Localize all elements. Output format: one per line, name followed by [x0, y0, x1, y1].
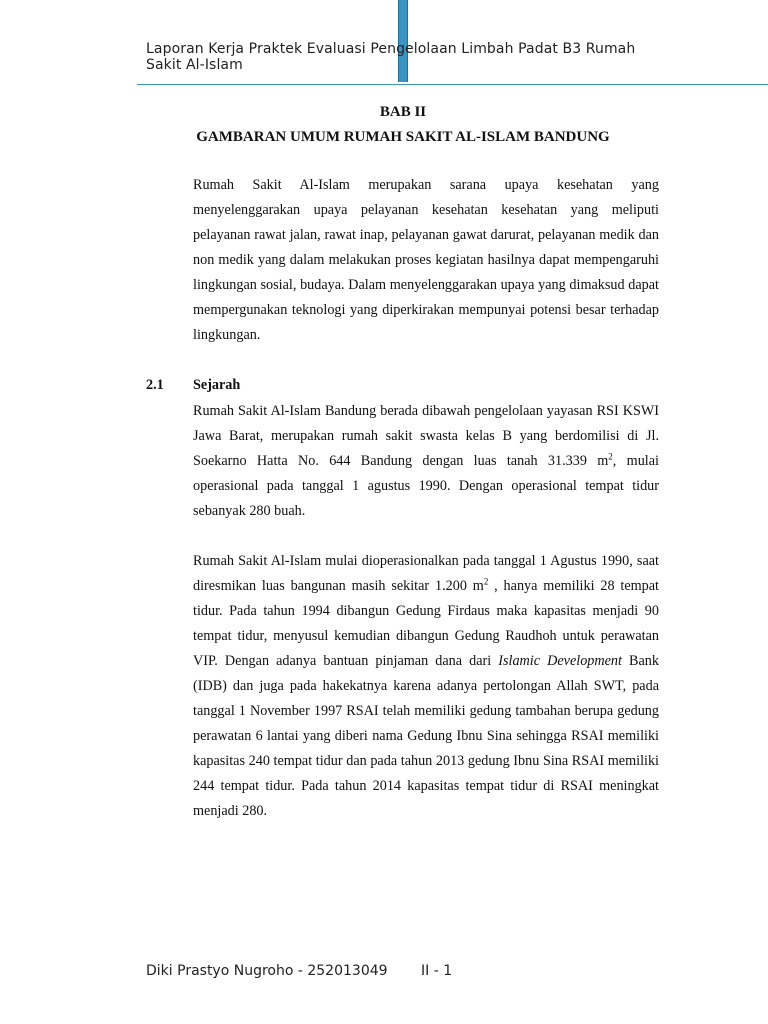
section-title: Sejarah [193, 377, 241, 393]
chapter-title: GAMBARAN UMUM RUMAH SAKIT AL-ISLAM BANDUNG [196, 129, 610, 145]
p1-text-a: Rumah Sakit Al-Islam Bandung berada dibawah pengelolaan yayasan RSI KSWI Jawa Barat, merupakan rumah sakit swasta kelas B yang berdomilisi di Jl. Soekarno Hatta No. 644 Bandung dengan luas tanah 31.339 m [193, 403, 659, 469]
p1-text-b: , mulai operasional pada tanggal 1 agustus 1990. Dengan operasional tempat tidur sebanyak 280 buah. [193, 453, 659, 519]
header-divider [137, 84, 768, 85]
history-paragraph-2 [193, 549, 659, 824]
running-header [146, 41, 666, 73]
history-paragraph-1 [193, 399, 659, 524]
p1-superscript: 2 [608, 451, 613, 462]
footer-author: Diki Prastyo Nugroho - 252013049 [146, 963, 388, 979]
footer-page-number: II - 1 [421, 963, 453, 979]
header-line-2: Sakit Al-Islam [146, 57, 243, 73]
p2-superscript: 2 [483, 576, 489, 587]
p2-text-a: Rumah Sakit Al-Islam mulai dioperasionalkan pada tanggal 1 Agustus 1990, saat diresmikan luas bangunan masih sekitar 1.200 m [193, 553, 659, 594]
p2-text-b: , hanya memiliki 28 tempat tidur. Pada tahun 1994 dibangun Gedung Firdaus maka kapasitas menjadi 90 tempat tidur, menyusul kemudian dibangun Gedung Raudhoh untuk perawatan VIP. Dengan adanya bantuan pinjaman dana dari [193, 578, 659, 669]
chapter-number: BAB II [379, 104, 427, 120]
intro-paragraph: Rumah Sakit Al-Islam merupakan sarana upaya kesehatan yang menyelenggarakan upaya pelayanan kesehatan kesehatan yang meliputi pelayanan rawat jalan, rawat inap, pelayanan gawat darurat, pelayanan medik dan non medik yang dalam melakukan proses kegiatan hasilnya dapat mempengaruhi lingkungan sosial, budaya. Dalam menyelenggarakan upaya yang dimaksud dapat mempergunakan teknologi yang diperkirakan mempunyai potensi besar terhadap lingkungan. [193, 177, 659, 343]
p2-italic-text: Islamic Development [498, 653, 622, 669]
section-number: 2.1 [146, 377, 164, 393]
p2-text-c: Bank (IDB) dan juga pada hakekatnya karena adanya pertolongan Allah SWT, pada tanggal 1 November 1997 RSAI telah memiliki gedung tambahan berupa gedung perawatan 6 lantai yang diberi nama Gedung Ibnu Sina sehingga RSAI memiliki kapasitas 240 tempat tidur dan pada tahun 2013 gedung Ibnu Sina RSAI memiliki 244 tempat tidur. Pada tahun 2014 kapasitas tempat tidur di RSAI meningkat menjadi 280. [193, 653, 659, 819]
header-line-1: Laporan Kerja Praktek Evaluasi Pengelolaan Limbah Padat B3 Rumah [146, 41, 636, 57]
